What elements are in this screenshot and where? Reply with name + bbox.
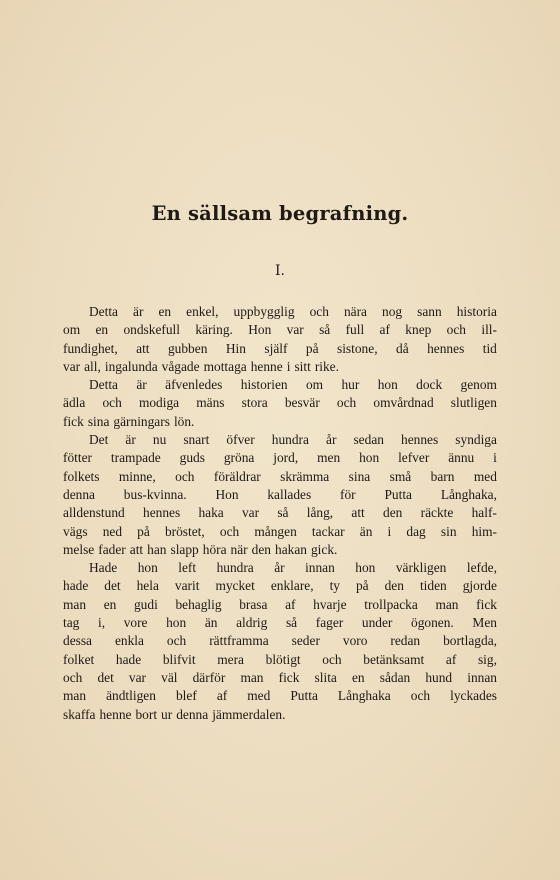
word: och: [446, 322, 467, 338]
word: hade: [63, 578, 89, 594]
word: minne,: [118, 468, 156, 484]
word: modiga: [138, 395, 180, 411]
word: var: [128, 669, 147, 685]
word: besvär: [284, 395, 320, 411]
word: en: [95, 322, 109, 338]
word: hund: [425, 669, 453, 685]
word: trampade: [110, 450, 161, 466]
word: och: [410, 688, 431, 704]
word: left: [178, 560, 197, 576]
word: att: [129, 541, 144, 557]
word: denna: [176, 706, 209, 722]
word: nog: [382, 304, 403, 319]
word: skrämma: [280, 468, 330, 484]
word: om: [63, 322, 81, 338]
word: och: [175, 468, 195, 484]
word: melse: [63, 541, 95, 557]
word: innan: [305, 560, 335, 576]
text-line: [63, 504, 497, 522]
word: betänksamt: [363, 651, 425, 667]
word: än: [204, 615, 218, 631]
text-line: [63, 376, 497, 394]
text-line: [63, 413, 497, 431]
word: ur: [161, 706, 173, 722]
word: sådan: [379, 669, 411, 685]
word: Hon: [248, 322, 272, 338]
word: sedan: [353, 432, 384, 448]
word: vägs: [63, 523, 88, 539]
word: var: [63, 358, 81, 374]
word: i: [286, 358, 291, 374]
word: full: [345, 322, 365, 338]
word: hon: [359, 450, 380, 466]
word: mäns: [196, 395, 225, 411]
text-line: [63, 706, 497, 724]
word: nära: [343, 304, 367, 319]
word: Detta: [89, 377, 118, 393]
word: alldenstund: [63, 505, 125, 521]
word: man: [63, 688, 87, 704]
word: mera: [217, 651, 244, 667]
word: och: [63, 669, 83, 685]
word: rike.: [314, 358, 339, 374]
word: hon: [137, 560, 158, 576]
word: henne: [99, 706, 132, 722]
word: rättframma: [209, 633, 269, 649]
word: att: [136, 340, 150, 356]
word: gick.: [310, 541, 338, 557]
word: år: [274, 560, 285, 576]
word: Putta: [290, 688, 318, 704]
word: var: [286, 322, 304, 338]
text-line: [63, 358, 497, 376]
body-text: [63, 303, 497, 724]
word: man: [240, 669, 264, 685]
text-line: [63, 559, 497, 577]
word: af: [445, 651, 457, 667]
word: därför: [192, 669, 226, 685]
word: folkets: [63, 468, 100, 484]
word: Långhaka: [337, 688, 391, 704]
word: genom: [460, 377, 497, 393]
word: fick: [278, 669, 300, 685]
word: Men: [472, 615, 497, 631]
word: fader: [98, 541, 126, 557]
word: så: [277, 505, 289, 521]
word: käring.: [195, 322, 233, 338]
word: aldrig: [236, 615, 268, 631]
word: Putta: [384, 486, 412, 502]
text-line: [63, 632, 497, 650]
word: är: [125, 432, 136, 448]
word: sistone,: [337, 340, 378, 356]
word: innan: [467, 669, 497, 685]
word: hon: [166, 615, 187, 631]
word: ned: [102, 523, 123, 539]
word: på: [355, 578, 369, 594]
word: blifvit: [162, 651, 196, 667]
word: henne: [250, 358, 283, 374]
word: hundra: [271, 432, 309, 448]
word: brasa: [239, 596, 268, 612]
word: uppbygglig: [233, 304, 295, 319]
word: historia: [456, 304, 497, 319]
word: höra: [202, 541, 227, 557]
word: ty: [329, 578, 340, 594]
word: skaffa: [63, 706, 96, 722]
word: hennes: [401, 432, 439, 448]
word: dock: [416, 377, 443, 393]
text-line: [63, 449, 497, 467]
word: ögonen.: [411, 615, 454, 631]
word: i: [387, 523, 392, 539]
word: hela: [136, 578, 159, 594]
word: slita: [314, 669, 337, 685]
word: ädla: [63, 395, 86, 411]
word: själf: [264, 340, 288, 356]
word: med: [473, 468, 497, 484]
text-line: [63, 394, 497, 412]
word: omvårdnad: [373, 395, 434, 411]
word: Hon: [215, 486, 239, 502]
word: mottaga: [203, 358, 247, 374]
word: han: [147, 541, 167, 557]
word: kallades: [267, 486, 312, 502]
word: enkla: [114, 633, 144, 649]
text-line: [63, 431, 497, 449]
word: i: [493, 450, 497, 466]
word: det: [104, 578, 121, 594]
word: den: [384, 578, 404, 594]
word: nu: [152, 432, 167, 448]
word: Det: [89, 432, 109, 448]
word: på: [305, 340, 319, 356]
word: stora: [241, 395, 268, 411]
word: sina: [87, 413, 110, 429]
word: räckte: [420, 505, 454, 521]
text-line: [63, 523, 497, 541]
word: med: [247, 688, 271, 704]
word: lefde,: [466, 560, 497, 576]
word: men: [317, 450, 341, 466]
word: för: [340, 486, 356, 502]
word: man: [63, 596, 87, 612]
word: en: [351, 669, 365, 685]
word: slapp: [170, 541, 199, 557]
word: gärningars: [113, 413, 170, 429]
word: gudi: [133, 596, 158, 612]
word: hon: [377, 377, 398, 393]
word: dag: [406, 523, 426, 539]
word: blötigt: [265, 651, 301, 667]
text-line: [63, 321, 497, 339]
word: enklare,: [270, 578, 314, 594]
word: enkel,: [186, 304, 219, 319]
word: lång,: [306, 505, 334, 521]
word: lefver: [398, 450, 430, 466]
word: jord,: [273, 450, 299, 466]
word: sin: [440, 523, 457, 539]
word: hennes: [427, 340, 465, 356]
story-title: En sällsam begrafning.: [151, 202, 409, 225]
word: och: [219, 523, 240, 539]
text-line: [63, 651, 497, 669]
word: dessa: [63, 633, 93, 649]
word: än: [359, 523, 373, 539]
word: den: [383, 505, 403, 521]
word: barn: [430, 468, 455, 484]
word: mycket: [215, 578, 255, 594]
text-line: [63, 541, 497, 559]
word: ondskefull: [123, 322, 180, 338]
word: slutligen: [450, 395, 497, 411]
word: hundra: [216, 560, 254, 576]
text-line: [63, 669, 497, 687]
word: tag: [63, 615, 80, 631]
word: bort: [135, 706, 158, 722]
word: fick: [476, 596, 497, 612]
word: när: [230, 541, 248, 557]
word: ändtligen: [106, 688, 156, 704]
word: bus-kvinna.: [123, 486, 187, 502]
word: gjorde: [462, 578, 497, 594]
word: hakan: [275, 541, 307, 557]
word: i,: [97, 615, 106, 631]
word: och: [322, 651, 342, 667]
word: him-: [471, 523, 497, 539]
word: väl: [161, 669, 178, 685]
word: fick: [63, 413, 84, 429]
word: är: [136, 377, 147, 393]
word: mången: [254, 523, 297, 539]
word: behaglig: [175, 596, 222, 612]
word: seder: [291, 633, 320, 649]
word: och: [336, 395, 357, 411]
word: blef: [175, 688, 197, 704]
word: man: [435, 596, 459, 612]
word: Långhaka,: [440, 486, 497, 502]
word: knep: [405, 322, 432, 338]
word: så: [319, 322, 331, 338]
word: sitt: [294, 358, 311, 374]
text-line: [63, 303, 497, 321]
word: så: [285, 615, 298, 631]
word: sig,: [477, 651, 497, 667]
word: Hin: [225, 340, 246, 356]
word: öfver: [226, 432, 255, 448]
word: snart: [183, 432, 210, 448]
text-line: [63, 468, 497, 486]
word: tackar: [311, 523, 345, 539]
word: syndiga: [455, 432, 497, 448]
word: den: [251, 541, 271, 557]
word: hvarje: [313, 596, 347, 612]
word: historien: [240, 377, 288, 393]
word: haka: [198, 505, 224, 521]
word: ännu: [448, 450, 475, 466]
word: af: [285, 596, 296, 612]
word: en: [158, 304, 172, 319]
word: vore: [123, 615, 148, 631]
word: hennes: [143, 505, 181, 521]
word: sann: [417, 304, 442, 319]
text-line: [63, 577, 497, 595]
word: folket: [63, 651, 95, 667]
word: jämmerdalen.: [212, 706, 286, 722]
word: hade: [115, 651, 142, 667]
word: och: [102, 395, 122, 411]
word: ingalunda: [104, 358, 158, 374]
word: lön.: [173, 413, 195, 429]
word: och: [309, 304, 329, 319]
text-line: [63, 687, 497, 705]
word: trollpacka: [364, 596, 418, 612]
text-line: [63, 596, 497, 614]
word: sina: [348, 468, 371, 484]
word: på: [137, 523, 150, 539]
word: gubben: [167, 340, 208, 356]
word: af: [216, 688, 228, 704]
word: var: [241, 505, 260, 521]
word: tiden: [419, 578, 447, 594]
word: är: [133, 304, 144, 319]
word: fötter: [63, 450, 92, 466]
word: om: [305, 377, 324, 393]
word: små: [389, 468, 412, 484]
word: hon: [355, 560, 376, 576]
chapter-number: I.: [275, 263, 285, 279]
word: af: [379, 322, 390, 338]
word: en: [103, 596, 117, 612]
text-line: [63, 486, 497, 504]
word: och: [166, 633, 187, 649]
word: ill-: [481, 322, 497, 338]
word: värkligen: [395, 560, 447, 576]
word: vågade: [161, 358, 200, 374]
word: under: [361, 615, 393, 631]
word: varit: [174, 578, 200, 594]
word: år: [326, 432, 337, 448]
word: föräldrar: [213, 468, 261, 484]
word: bortlagda,: [443, 633, 497, 649]
word: äfvenledes: [165, 377, 223, 393]
word: Detta: [89, 304, 118, 319]
word: då: [396, 340, 409, 356]
word: voro: [342, 633, 368, 649]
text-line: [63, 614, 497, 632]
word: gröna: [223, 450, 255, 466]
word: hur: [341, 377, 360, 393]
text-line: [63, 340, 497, 358]
word: att: [351, 505, 365, 521]
word: redan: [390, 633, 421, 649]
word: bröstet,: [164, 523, 205, 539]
word: fager: [315, 615, 344, 631]
word: det: [97, 669, 114, 685]
word: fundighet,: [63, 340, 118, 356]
word: tid: [482, 340, 497, 356]
word: all,: [84, 358, 101, 374]
word: half-: [471, 505, 497, 521]
word: denna: [63, 486, 95, 502]
word: Hade: [89, 560, 118, 576]
word: guds: [179, 450, 205, 466]
word: lyckades: [450, 688, 497, 704]
